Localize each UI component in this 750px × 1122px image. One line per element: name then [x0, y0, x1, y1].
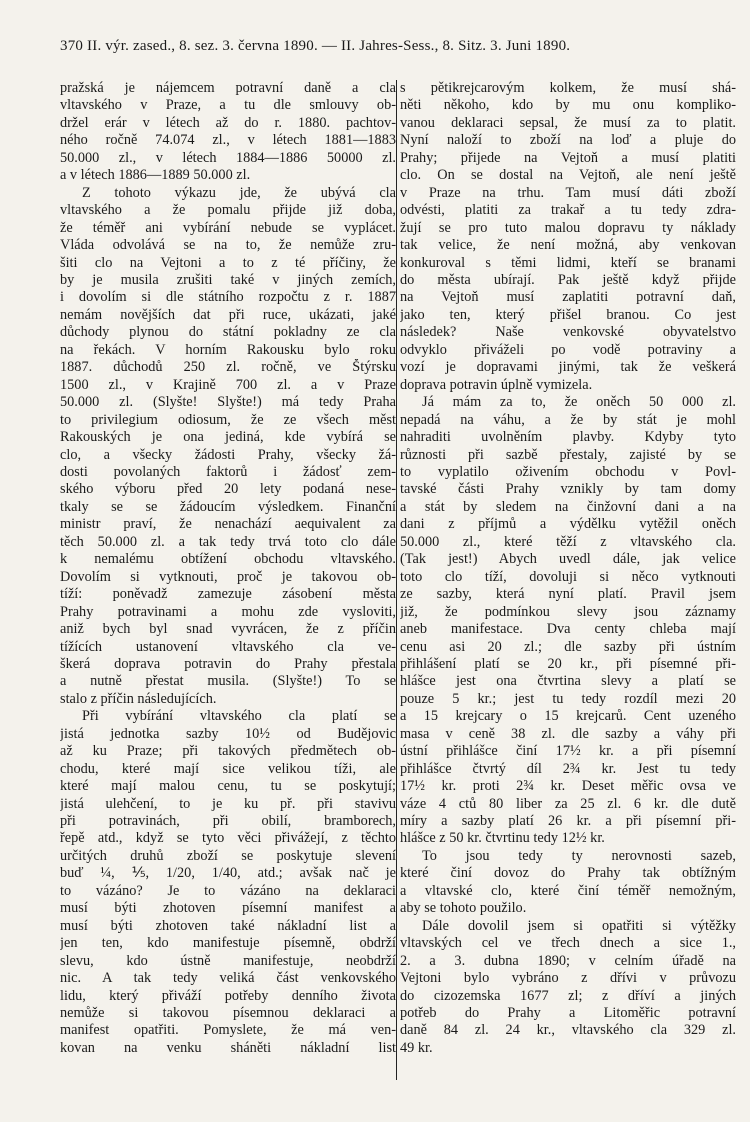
text-line: 17½ kr. proti 2¾ kr. Deset měřic ovsa ve	[400, 778, 736, 795]
running-header: 370 II. výr. zased., 8. sez. 3. června 1890. — II. Jahres-Sess., 8. Sitz. 3. Juni 1890.	[60, 38, 571, 54]
text-line: aneb manifestace. Dva centy chleba mají	[400, 621, 736, 638]
text-line: Já mám za to, že oněch 50 000 zl.	[422, 394, 736, 411]
text-line: potřeb do Prahy a Litoměřic potravní	[400, 1005, 736, 1022]
text-line: musí býti zhotoven písemní manifest a	[60, 900, 396, 917]
text-line: pražská je nájemcem potravní daně a cla	[60, 80, 396, 96]
text-line: clo, a všecky žádosti Prahy, všecky žá-	[60, 446, 396, 463]
text-line: buď ¼, ⅕, 1/20, 1/40, atd.; avšak nač je	[60, 865, 396, 882]
text-line: 2. a 3. dubna 1890; v celním úřadě na	[400, 952, 736, 969]
text-line: cenu asi 20 zl.; dle sazby při ústním	[400, 638, 736, 655]
text-line: konkuroval s těmi lidmi, kteří se branami	[400, 254, 736, 271]
text-line: clo. On se dostal na Vejtoň, ale není ještě	[400, 167, 736, 184]
text-line: ze sazby, která nyní platí. Pravil jsem	[400, 586, 736, 603]
text-line: to vyplatilo oživením obchodu v Povl-	[400, 463, 736, 480]
text-line: masa v ceně 38 zl. dle sazby a váhy při	[400, 725, 736, 742]
text-line: Nyní naloží to zboží na loď a pluje do	[400, 132, 736, 149]
text-line: toto clo tíží, dovoluji si něco vytknouti	[400, 568, 736, 585]
text-line: nic. A tak tedy veliká část venkovského	[60, 970, 396, 987]
text-line: musí býti zhotoven také nákladní list a	[60, 917, 396, 934]
text-line: Prahy potravinami a mohu zde vysloviti,	[60, 603, 396, 620]
text-line: a 15 krejcary o 15 krejcarů. Cent uzeného	[400, 708, 736, 725]
text-line: do cizozemska 1677 zl; z dříví a jiných	[400, 987, 736, 1004]
text-line: jistá ulehčení, to je ku př. při stavivu	[60, 795, 396, 812]
text-line: ského výboru před 20 lety podaná nese-	[60, 481, 396, 498]
text-line: nemůže si takovou písemnou deklaraci a	[60, 1005, 396, 1022]
text-line: k nemalému obtížení obchodu vltavského.	[60, 551, 396, 568]
text-line: 1500 zl., v Krajině 700 zl. a v Praze	[60, 376, 396, 393]
text-line: při potravinách, při obilí, bramborech,	[60, 813, 396, 830]
text-line: stalo z příčin následujících.	[60, 690, 217, 707]
left-text-column	[60, 80, 396, 1057]
text-line: Vejtoni bylo vybráno z dřívi v průvozu	[400, 970, 736, 987]
text-line: které činí dovoz do Prahy tak obtížným	[400, 865, 736, 882]
text-line: různosti při sazbě přestaly, zajisté by se	[400, 446, 736, 463]
text-line: 1887. důchodů 250 zl. ročně, ve Štýrsku	[60, 359, 396, 376]
text-line: žují se pro tuto malou dopravu ty náklady	[400, 219, 736, 236]
text-line: škerá doprava potravin do Prahy přestala	[60, 655, 396, 672]
text-line: šiti clo na Vejtoni a to z té příčiny, že	[60, 254, 396, 271]
text-line: hlášce jest ona čtvrtina slevy a platí se	[400, 673, 736, 690]
text-line: Dále dovolil jsem si opatřiti si výtěžky	[422, 917, 736, 934]
text-line: aniž bych byl snad vyvrácen, že z příčin	[60, 621, 396, 638]
text-line: nemám novějších dat při ruce, ukázati, jaké	[60, 306, 396, 323]
text-line: váze 4 ctů 80 liber za 25 zl. 6 kr. dle dutě	[400, 795, 736, 812]
text-line: tak velice, že není možná, aby venkovan	[400, 237, 736, 254]
text-line: vozí je dopravami jinými, tak že veškerá	[400, 359, 736, 376]
text-line: ústní přihlášce činí 17½ kr. a při písemní	[400, 743, 736, 760]
text-line: Prahy; přijede na Vejtoň a musí platiti	[400, 149, 736, 166]
text-line: něti někoho, kdo by mu onu kompliko-	[400, 97, 736, 114]
text-line: s pětikrejcarovým kolkem, že musí shá-	[400, 80, 736, 96]
text-line: přihlášce čtvrtý díl 2¾ kr. Jest tu tedy	[400, 760, 736, 777]
text-line: na Vejtoň musí zaplatiti potravní daň,	[400, 289, 736, 306]
text-line: již, že podmínkou slevy jsou záznamy	[400, 603, 736, 620]
text-line: nahraditi uvolněním plavby. Kdyby tyto	[400, 429, 736, 446]
text-line: míry a sazby platí 26 kr. a při písemní při-	[400, 813, 736, 830]
column-divider	[396, 80, 397, 1080]
text-line: to vázáno? Je to vázáno na deklaraci	[60, 882, 396, 899]
text-line: určitých druhů zboží se poskytuje slevení	[60, 847, 396, 864]
text-line: Rakouských je ona jediná, kde vybírá se	[60, 429, 396, 446]
text-line: 50.000 zl. (Slyšte! Slyšte!) má tedy Praha	[60, 394, 396, 411]
text-line: ministr praví, že nenachází aequivalent za	[60, 516, 396, 533]
text-line: které mají malou cenu, tu se poskytují;	[60, 778, 396, 795]
text-line: důchody plynou do státní pokladny ze cla	[60, 324, 396, 341]
text-line: hlášce z 50 kr. čtvrtinu tedy 12½ kr.	[400, 830, 605, 847]
text-line: držel erár v létech až do r. 1880. pachtov-	[60, 114, 396, 131]
text-line: následek? Naše venkovské obyvatelstvo	[400, 324, 736, 341]
text-line: tkaly se se žádoucím výsledkem. Finanční	[60, 498, 396, 515]
text-line: v Praze na trhu. Tam musí dáti zboží	[400, 184, 736, 201]
text-line: dani z příjmů a výdělku vytěžil oněch	[400, 516, 736, 533]
text-line: tíží: poněvadž zamezuje zásobení města	[60, 586, 396, 603]
text-line: a v létech 1886—1889 50.000 zl.	[60, 167, 251, 184]
text-line: i dovolím si dle státního rozpočtu z r. 1887	[60, 289, 396, 306]
text-line: jen ten, kdo manifestuje písemně, obdrží	[60, 935, 396, 952]
text-line: a stát by sledem na činžovní dani a na	[400, 498, 736, 515]
text-line: chodu, které mají sice velikou tíži, ale	[60, 760, 396, 777]
right-text-column	[400, 80, 736, 1057]
text-line: přihlášení platí se 20 kr., při písemné při-	[400, 655, 736, 672]
text-line: Z tohoto výkazu jde, že ubývá cla	[82, 184, 396, 201]
text-line: nepadá na váhu, a že by stát je mohl	[400, 411, 736, 428]
text-line: slevu, kdo ústně manifestuje, neobdrží	[60, 952, 396, 969]
text-line: 49 kr.	[400, 1039, 433, 1056]
text-line: dosti povolaných faktorů i žádosť zem-	[60, 463, 396, 480]
text-line: a nutně přestat musila. (Slyšte!) To se	[60, 673, 396, 690]
text-line: že téměř ani vybírání nebude se vyplácet.	[60, 219, 396, 236]
text-line: by je musila zrušiti také v jiných zemích,	[60, 271, 396, 288]
text-line: daně 84 zl. 24 kr., vltavského cla 329 zl.	[400, 1022, 736, 1039]
text-line: na řekách. V horním Rakousku bylo roku	[60, 341, 396, 358]
text-line: pouze 5 kr.; jest tu tedy rozdíl mezi 20	[400, 690, 736, 707]
text-line: těch 50.000 zl. a tak tedy trvá toto clo dále	[60, 533, 396, 550]
text-line: odvyklo přiváželi po vodě potraviny a	[400, 341, 736, 358]
text-line: jistá jednotka sazby 10½ od Budějovic	[60, 725, 396, 742]
text-line: a vltavské clo, které činí téměř nemožným,	[400, 882, 736, 899]
text-line: tavské části Prahy vznikly by tam domy	[400, 481, 736, 498]
text-line: aby se tohoto použilo.	[400, 900, 527, 917]
text-line: Vláda odvolává se na to, že nemůže zru-	[60, 237, 396, 254]
text-line: vltavských cel ve třech dnech a sice 1.,	[400, 935, 736, 952]
text-line: (Tak jest!) Abych uvedl dále, jak velice	[400, 551, 736, 568]
text-line: Při vybírání vltavského cla platí se	[82, 708, 396, 725]
text-line: doprava potravin úplně vymizela.	[400, 376, 593, 393]
text-line: 50.000 zl., v létech 1884—1886 50000 zl.	[60, 149, 396, 166]
text-line: do města ubírají. Pak ještě když přijde	[400, 271, 736, 288]
text-line: ného ročně 74.074 zl., v létech 1881—1883	[60, 132, 396, 149]
text-line: jako ten, který přišel branou. Co jest	[400, 306, 736, 323]
text-line: 50.000 zl., které těží z vltavského cla.	[400, 533, 736, 550]
text-line: až ku Praze; při takových předmětech ob-	[60, 743, 396, 760]
text-line: odvésti, platiti za trakař a tu tedy zdra-	[400, 202, 736, 219]
text-line: To jsou tedy ty nerovnosti sazeb,	[422, 847, 736, 864]
text-line: řepě atd., když se tyto věci přivážejí, z těchto	[60, 830, 396, 847]
text-line: to privilegium odiosum, že ze všech měst	[60, 411, 396, 428]
text-line: tížících ustanovení vltavského cla ve-	[60, 638, 396, 655]
text-line: lidu, který přiváží potřeby denního života	[60, 987, 396, 1004]
text-line: manifest opatřiti. Pomyslete, že má ven-	[60, 1022, 396, 1039]
text-line: Dovolím si vytknouti, proč je takovou ob-	[60, 568, 396, 585]
text-line: vanou deklaraci sepsal, že musí za to platit.	[400, 114, 736, 131]
text-line: vltavského a že pomalu přijde již doba,	[60, 202, 396, 219]
text-line: vltavského v Praze, a tu dle smlouvy ob-	[60, 97, 396, 114]
text-line: kovan na venku sháněti nákladní list	[60, 1039, 396, 1056]
